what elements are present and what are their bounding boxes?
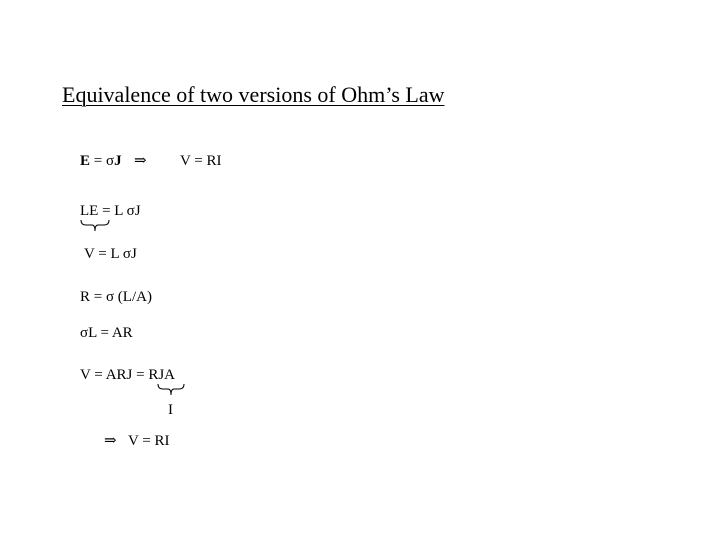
equation-resistance: R = σ (L/A) (80, 289, 152, 305)
equation-result: V = RI (128, 433, 170, 449)
equation-v-arj: V = ARJ = RJA (80, 367, 176, 383)
equation-le: LE = L σJ (80, 203, 141, 219)
equation-circuit-form: V = RI (180, 153, 222, 169)
equation-v-lsj: V = L σJ (84, 246, 137, 262)
vector-e: E (80, 153, 91, 169)
implies-arrow-icon: ⇒ (134, 153, 147, 169)
vector-j: J (114, 153, 122, 169)
underbrace-icon (80, 219, 110, 233)
slide-title: Equivalence of two versions of Ohm’s Law (62, 82, 445, 107)
equation-field-form (80, 152, 122, 170)
underbrace-icon (157, 383, 185, 397)
current-i-label: I (168, 402, 173, 418)
equals-sigma: = σ (90, 153, 115, 169)
implies-arrow-icon: ⇒ (104, 433, 117, 449)
equation-sigma-l: σL = AR (80, 325, 133, 341)
